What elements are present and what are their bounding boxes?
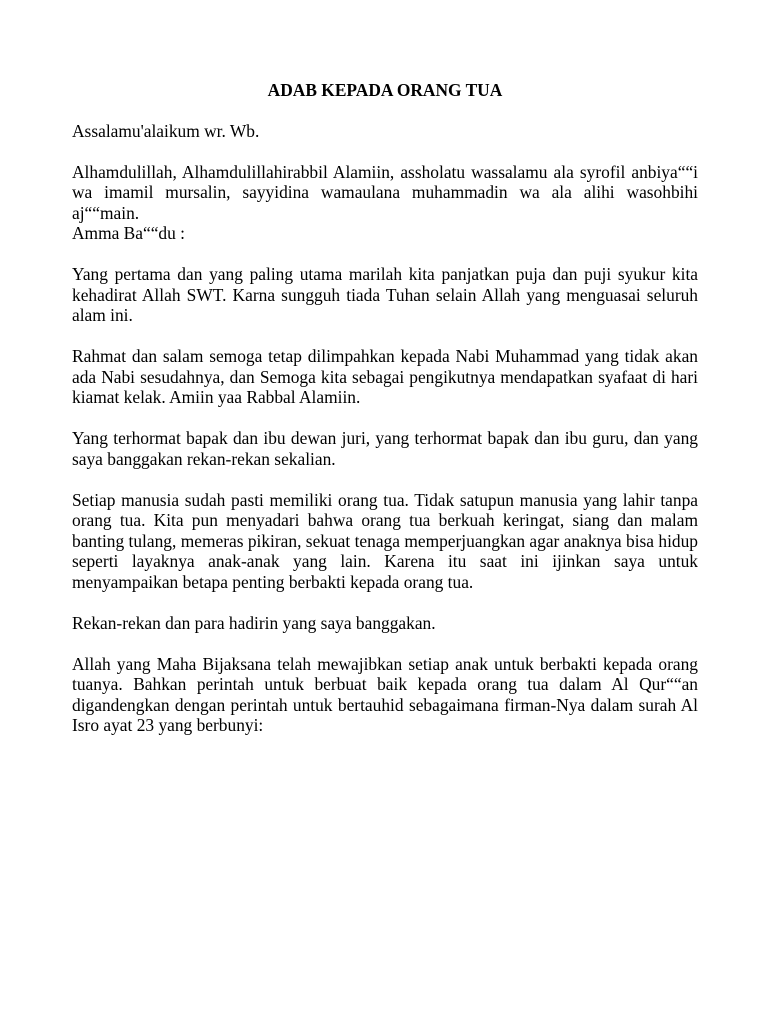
respects-paragraph: Yang terhormat bapak dan ibu dewan juri, yang terhormat bapak dan ibu guru, dan yang saya banggakan rekan-rekan sekalian. bbox=[72, 428, 698, 469]
salawat-paragraph: Rahmat dan salam semoga tetap dilimpahkan kepada Nabi Muhammad yang tidak akan ada Nabi sesudahnya, dan Semoga kita sebagai pengikutnya mendapatkan syafaat di hari kiamat kelak. Amiin yaa Rabbal Alamiin. bbox=[72, 346, 698, 407]
opening-prayer-paragraph: Alhamdulillah, Alhamdulillahirabbil Alamiin, assholatu wassalamu ala syrofil anbiya““i wa imamil mursalin, sayyidina wamaulana muhammadin wa ala alihi wasohbihi aj““main. bbox=[72, 161, 698, 223]
amma-badu-line: Amma Ba““du : bbox=[72, 223, 186, 243]
document-page bbox=[72, 80, 698, 756]
audience-address-paragraph: Rekan-rekan dan para hadirin yang saya banggakan. bbox=[72, 612, 436, 633]
greeting-paragraph: Assalamu'alaikum wr. Wb. bbox=[72, 120, 260, 141]
document-title: ADAB KEPADA ORANG TUA bbox=[267, 80, 503, 100]
parents-paragraph: Setiap manusia sudah pasti memiliki orang tua. Tidak satupun manusia yang lahir tanpa orang tua. Kita pun menyadari bahwa orang tua berkuah keringat, siang dan malam banting tulang, memeras pikiran, sekuat tenaga memperjuangkan agar anaknya bisa hidup seperti layaknya anak-anak yang lain. Karena itu saat ini ijinkan saya untuk menyampaikan betapa penting berbakti kepada orang tua. bbox=[72, 489, 698, 592]
praise-paragraph: Yang pertama dan yang paling utama marilah kita panjatkan puja dan puji syukur kita kehadirat Allah SWT. Karna sungguh tiada Tuhan selain Allah yang menguasai seluruh alam ini. bbox=[72, 264, 698, 325]
quran-paragraph: Allah yang Maha Bijaksana telah mewajibkan setiap anak untuk berbakti kepada orang tuanya. Bahkan perintah untuk berbuat baik kepada orang tua dalam Al Qur““an digandengkan dengan perintah untuk bertauhid sebagaimana firman-Nya dalam surah Al Isro ayat 23 yang berbunyi: bbox=[72, 653, 698, 735]
